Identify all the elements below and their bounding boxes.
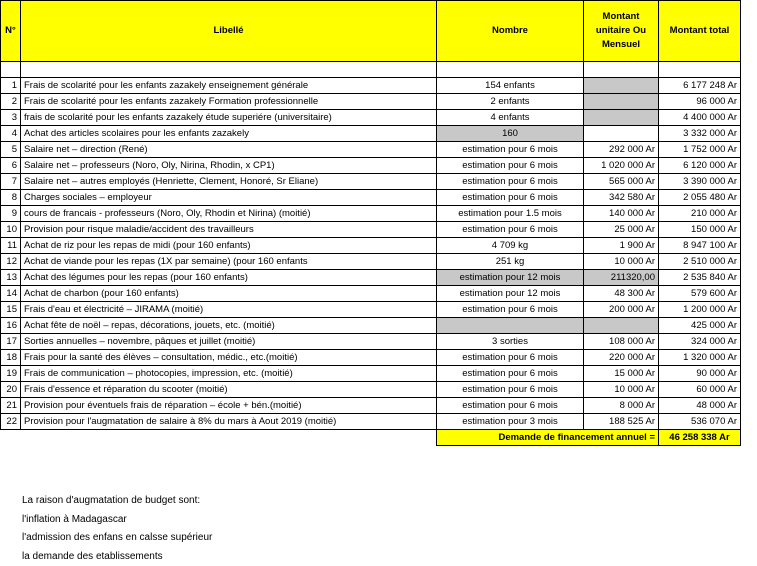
row-montant-unitaire[interactable]: 565 000 Ar (584, 174, 659, 190)
total-row (1, 430, 741, 446)
cell (1, 430, 21, 446)
table-row (1, 110, 741, 126)
row-nombre[interactable]: estimation pour 12 mois (437, 286, 584, 302)
row-number[interactable]: 21 (1, 398, 21, 414)
row-number[interactable]: 17 (1, 334, 21, 350)
row-montant-unitaire[interactable]: 10 000 Ar (584, 382, 659, 398)
row-montant-unitaire[interactable]: 15 000 Ar (584, 366, 659, 382)
row-montant-unitaire[interactable] (584, 126, 659, 142)
row-number[interactable]: 20 (1, 382, 21, 398)
row-montant-total[interactable]: 6 120 000 Ar (659, 158, 741, 174)
row-montant-unitaire[interactable]: 108 000 Ar (584, 334, 659, 350)
row-libelle[interactable]: Charges sociales – employeur (21, 190, 437, 206)
header-nombre[interactable]: Nombre (437, 1, 584, 62)
row-montant-unitaire[interactable]: 211320,00 (584, 270, 659, 286)
table-row (1, 286, 741, 302)
row-montant-total[interactable]: 8 947 100 Ar (659, 238, 741, 254)
row-montant-unitaire[interactable]: 1 020 000 Ar (584, 158, 659, 174)
row-montant-unitaire[interactable] (584, 94, 659, 110)
row-nombre[interactable]: 251 kg (437, 254, 584, 270)
row-montant-total[interactable]: 60 000 Ar (659, 382, 741, 398)
note-line: La raison d'augmatation de budget sont: (22, 495, 201, 506)
table-row (1, 94, 741, 110)
row-number[interactable]: 22 (1, 414, 21, 430)
row-montant-total[interactable]: 1 200 000 Ar (659, 302, 741, 318)
row-montant-total[interactable]: 536 070 Ar (659, 414, 741, 430)
budget-notes (22, 492, 212, 566)
row-montant-total[interactable]: 2 510 000 Ar (659, 254, 741, 270)
row-nombre[interactable]: estimation pour 6 mois (437, 142, 584, 158)
table-row (1, 350, 741, 366)
row-nombre[interactable]: estimation pour 6 mois (437, 158, 584, 174)
row-montant-unitaire[interactable]: 188 525 Ar (584, 414, 659, 430)
row-montant-total[interactable]: 96 000 Ar (659, 94, 741, 110)
row-montant-total[interactable]: 2 055 480 Ar (659, 190, 741, 206)
row-libelle[interactable]: Achat de riz pour les repas de midi (pour 160 enfants) (21, 238, 437, 254)
row-number[interactable]: 4 (1, 126, 21, 142)
row-number[interactable]: 18 (1, 350, 21, 366)
row-number[interactable]: 10 (1, 222, 21, 238)
row-montant-unitaire[interactable]: 25 000 Ar (584, 222, 659, 238)
header-montant-total[interactable]: Montant total (659, 1, 741, 62)
row-montant-total[interactable]: 6 177 248 Ar (659, 78, 741, 94)
row-montant-total[interactable]: 1 320 000 Ar (659, 350, 741, 366)
row-montant-unitaire[interactable]: 342 580 Ar (584, 190, 659, 206)
total-value[interactable]: 46 258 338 Ar (659, 430, 741, 446)
note-line: l'admission des enfans en calsse supérieur (22, 532, 213, 543)
row-nombre[interactable]: estimation pour 12 mois (437, 270, 584, 286)
table-row (1, 414, 741, 430)
table-row (1, 174, 741, 190)
row-libelle[interactable]: frais de scolarité pour les enfants zazakely étude superiére (universitaire) (21, 110, 437, 126)
row-libelle[interactable]: Achat des articles scolaires pour les enfants zazakely (21, 126, 437, 142)
row-montant-total[interactable]: 3 332 000 Ar (659, 126, 741, 142)
row-libelle[interactable]: Salaire net – professeurs (Noro, Oly, Nirina, Rhodin, x CP1) (21, 158, 437, 174)
table-row (1, 398, 741, 414)
row-montant-unitaire[interactable]: 140 000 Ar (584, 206, 659, 222)
row-nombre[interactable]: estimation pour 6 mois (437, 222, 584, 238)
row-libelle[interactable]: cours de francais - professeurs (Noro, Oly, Rhodin et Nirina) (moitié) (21, 206, 437, 222)
table-row (1, 78, 741, 94)
row-number[interactable]: 19 (1, 366, 21, 382)
table-row (1, 126, 741, 142)
row-montant-unitaire[interactable] (584, 78, 659, 94)
cell[interactable] (584, 62, 659, 78)
row-number[interactable]: 1 (1, 78, 21, 94)
row-montant-unitaire[interactable]: 10 000 Ar (584, 254, 659, 270)
row-montant-total[interactable]: 90 000 Ar (659, 366, 741, 382)
row-montant-unitaire[interactable]: 220 000 Ar (584, 350, 659, 366)
header-row (1, 1, 741, 62)
blank-row (1, 62, 741, 78)
row-montant-unitaire[interactable]: 48 300 Ar (584, 286, 659, 302)
header-num[interactable]: N° (1, 1, 21, 62)
row-montant-unitaire[interactable] (584, 110, 659, 126)
table-row (1, 382, 741, 398)
total-label[interactable]: Demande de financement annuel = (437, 430, 659, 446)
row-libelle[interactable]: Salaire net – autres employés (Henriette, Clement, Honoré, Sr Eliane) (21, 174, 437, 190)
cell[interactable] (659, 62, 741, 78)
table-row (1, 334, 741, 350)
row-montant-unitaire[interactable]: 1 900 Ar (584, 238, 659, 254)
row-number[interactable]: 14 (1, 286, 21, 302)
row-libelle[interactable]: Salaire net – direction (René) (21, 142, 437, 158)
row-number[interactable]: 13 (1, 270, 21, 286)
row-libelle[interactable]: Frais d'eau et électricité – JIRAMA (moitié) (21, 302, 437, 318)
row-number[interactable]: 15 (1, 302, 21, 318)
row-montant-total[interactable]: 48 000 Ar (659, 398, 741, 414)
row-nombre[interactable]: 154 enfants (437, 78, 584, 94)
table-row (1, 206, 741, 222)
table-row (1, 318, 741, 334)
row-nombre[interactable]: 160 (437, 126, 584, 142)
row-montant-total[interactable]: 2 535 840 Ar (659, 270, 741, 286)
row-libelle[interactable]: Achat fête de noël – repas, décorations, jouets, etc. (moitié) (21, 318, 437, 334)
row-nombre[interactable] (437, 318, 584, 334)
header-libelle[interactable]: Libellé (21, 1, 437, 62)
row-nombre[interactable]: estimation pour 1.5 mois (437, 206, 584, 222)
row-number[interactable]: 3 (1, 110, 21, 126)
row-nombre[interactable]: estimation pour 6 mois (437, 350, 584, 366)
row-libelle[interactable]: Achat des légumes pour les repas (pour 160 enfants) (21, 270, 437, 286)
row-montant-total[interactable]: 4 400 000 Ar (659, 110, 741, 126)
row-nombre[interactable]: estimation pour 6 mois (437, 366, 584, 382)
row-nombre[interactable]: estimation pour 6 mois (437, 302, 584, 318)
header-montant-unitaire[interactable]: Montant unitaire Ou Mensuel (584, 1, 659, 62)
row-libelle[interactable]: Provision pour éventuels frais de réparation – école + bén.(moitié) (21, 398, 437, 414)
row-libelle[interactable]: Achat de charbon (pour 160 enfants) (21, 286, 437, 302)
row-nombre[interactable]: 2 enfants (437, 94, 584, 110)
row-montant-total[interactable]: 3 390 000 Ar (659, 174, 741, 190)
row-libelle[interactable]: Provision pour risque maladie/accident des travailleurs (21, 222, 437, 238)
note-line: la demande des etablissements (22, 550, 163, 562)
row-montant-unitaire[interactable]: 8 000 Ar (584, 398, 659, 414)
row-number[interactable]: 11 (1, 238, 21, 254)
row-number[interactable]: 2 (1, 94, 21, 110)
table-row (1, 190, 741, 206)
row-montant-total[interactable]: 425 000 Ar (659, 318, 741, 334)
row-montant-unitaire[interactable]: 200 000 Ar (584, 302, 659, 318)
row-montant-total[interactable]: 1 752 000 Ar (659, 142, 741, 158)
cell (21, 430, 437, 446)
table-row (1, 222, 741, 238)
row-number[interactable]: 5 (1, 142, 21, 158)
row-number[interactable]: 16 (1, 318, 21, 334)
row-nombre[interactable]: estimation pour 6 mois (437, 382, 584, 398)
row-libelle[interactable]: Frais de scolarité pour les enfants zazakely enseignement générale (21, 78, 437, 94)
row-number[interactable]: 8 (1, 190, 21, 206)
row-libelle[interactable]: Frais de scolarité pour les enfants zazakely Formation professionnelle (21, 94, 437, 110)
cell[interactable] (437, 62, 584, 78)
table-row (1, 238, 741, 254)
table-row (1, 270, 741, 286)
row-libelle[interactable]: Achat de viande pour les repas (1X par semaine) (pour 160 enfants (21, 254, 437, 270)
row-montant-unitaire[interactable]: 292 000 Ar (584, 142, 659, 158)
row-number[interactable]: 6 (1, 158, 21, 174)
table-row (1, 158, 741, 174)
row-libelle[interactable]: Frais pour la santé des élèves – consultation, médic., etc.(moitié) (21, 350, 437, 366)
cell[interactable] (21, 62, 437, 78)
row-number[interactable]: 9 (1, 206, 21, 222)
row-nombre[interactable]: 4 709 kg (437, 238, 584, 254)
row-libelle[interactable]: Frais d'essence et réparation du scooter (moitié) (21, 382, 437, 398)
row-nombre[interactable]: estimation pour 6 mois (437, 174, 584, 190)
row-nombre[interactable]: estimation pour 3 mois (437, 414, 584, 430)
row-libelle[interactable]: Frais de communication – photocopies, impression, etc. (moitié) (21, 366, 437, 382)
row-number[interactable]: 7 (1, 174, 21, 190)
table-row (1, 142, 741, 158)
row-montant-total[interactable]: 324 000 Ar (659, 334, 741, 350)
row-libelle[interactable]: Sorties annuelles – novembre, pâques et juillet (moitié) (21, 334, 437, 350)
cell[interactable] (1, 62, 21, 78)
row-montant-total[interactable]: 150 000 Ar (659, 222, 741, 238)
note-line: l'inflation à Madagascar (22, 513, 127, 525)
row-number[interactable]: 12 (1, 254, 21, 270)
row-montant-unitaire[interactable] (584, 318, 659, 334)
row-nombre[interactable]: 3 sorties (437, 334, 584, 350)
row-montant-total[interactable]: 579 600 Ar (659, 286, 741, 302)
table-row (1, 302, 741, 318)
row-montant-total[interactable]: 210 000 Ar (659, 206, 741, 222)
row-libelle[interactable]: Provision pour l'augmatation de salaire à 8% du mars à Aout 2019 (moitié) (21, 414, 437, 430)
row-nombre[interactable]: estimation pour 6 mois (437, 398, 584, 414)
row-nombre[interactable]: estimation pour 6 mois (437, 190, 584, 206)
table-row (1, 366, 741, 382)
row-nombre[interactable]: 4 enfants (437, 110, 584, 126)
table-row (1, 254, 741, 270)
